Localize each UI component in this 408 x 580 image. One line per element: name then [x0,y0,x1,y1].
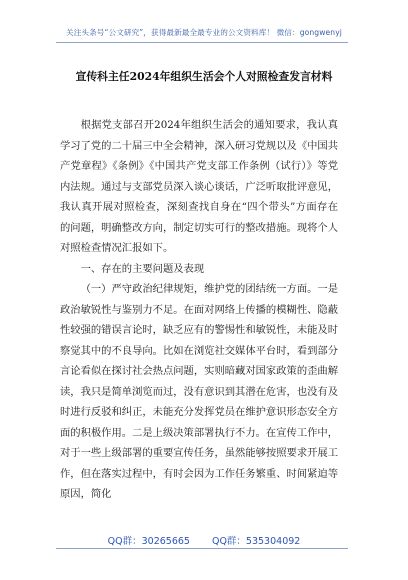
footer-divider [56,548,348,549]
page-footer [0,533,408,547]
page-header: 关注头条号“公文研究”，获得最新最全最专业的公文资料库！ 微信：gongwenyj [66,28,342,37]
document-title: 宣传科主任2024年组织生活会个人对照检查发言材料 [75,70,333,83]
footer-qq-group-2: QQ群：535304092 [211,536,301,547]
document-body [60,115,338,505]
section-heading: 一、存在的主要问题及表现 [80,262,205,275]
header-divider [56,42,348,43]
footer-qq-group-1: QQ群：30265665 [107,536,190,547]
body-paragraph: （一）严守政治纪律规矩，维护党的团结统一方面。一是政治敏锐性与鉴别力不足。在面对网络上传播的模糊性、隐蔽性较强的错误言论时，缺乏应有的警惕性和敏锐性，未能及时察觉其中的不良导向。比如在浏览社交媒体平台时，看到部分言论看似在探讨社会热点问题，实则暗藏对国家政策的歪曲解读，我只是简单浏览而过，没有意识到其潜在危害，也没有及时进行反驳和纠正，未能充分发挥党员在维护意识形态安全方面的积极作用。二是上级决策部署执行不力。在宣传工作中，对于一些上级部署的重要宣传任务，虽然能够按照要求开展工作，但在落实过程中，有时会因为工作任务繁重、时间紧迫等原因，简化 [60,283,339,500]
body-paragraph: 根据党支部召开2024年组织生活会的通知要求，我认真学习了党的二十届三中全会精神，深入研习党规以及《中国共产党章程》《条例》《中国共产党支部工作条例（试行）》等党内法规。通过与支部党员深入谈心谈话，广泛听取批评意见，我认真开展对照检查，深刻查找自身在“四个带头”方面存在的问题，明确整改方向，制定切实可行的整改措施。现将个人对照检查情况汇报如下。 [60,119,339,254]
